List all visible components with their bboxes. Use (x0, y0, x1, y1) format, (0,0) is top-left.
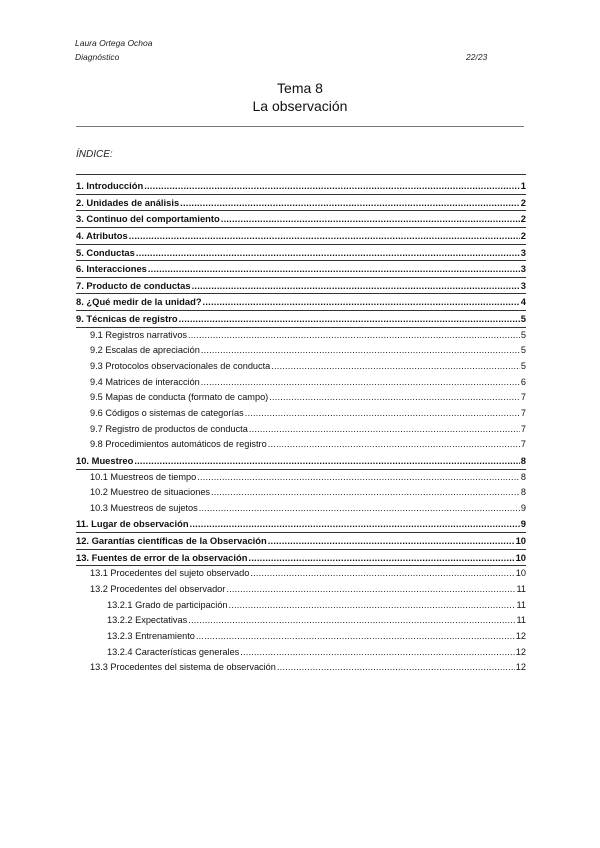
toc-entry-label: 9.8 Procedimientos automáticos de registro (90, 439, 267, 450)
toc-entry-label: 9.4 Matrices de interacción (90, 376, 200, 387)
toc-entry-label: 13.3 Procedentes del sistema de observación (90, 662, 276, 673)
toc-entry-label: 9.3 Protocolos observacionales de conducta (90, 361, 271, 372)
toc-entry-page: 8 (520, 471, 526, 482)
toc-entry-label: 4. Atributos (76, 229, 128, 241)
toc-leader-dots (201, 343, 520, 358)
toc-entry[interactable] (76, 178, 526, 195)
toc-entry[interactable] (76, 375, 526, 391)
toc-entry-page: 7 (520, 407, 526, 418)
toc-leader-dots (271, 359, 520, 374)
topic-title: La observación (252, 98, 348, 114)
toc-entry-page: 11 (516, 599, 526, 610)
toc-entry-page: 7 (520, 423, 526, 434)
toc-entry[interactable] (76, 645, 526, 661)
toc-leader-dots (129, 228, 520, 243)
toc-entry-label: 9.6 Códigos o sistemas de categorías (90, 407, 244, 418)
toc-leader-dots (248, 550, 514, 565)
toc-entry-page: 4 (520, 296, 526, 308)
toc-entry-label: 9.5 Mapas de conducta (formato de campo) (90, 392, 269, 403)
toc-entry-page: 9 (520, 502, 526, 513)
toc-entry[interactable] (76, 582, 526, 598)
toc-leader-dots (268, 437, 520, 452)
toc-entry[interactable] (76, 294, 526, 311)
toc-entry-label: 13.1 Procedentes del sujeto observado (90, 568, 250, 579)
toc-entry-label: 1. Introducción (76, 180, 144, 191)
toc-leader-dots (144, 178, 520, 193)
toc-entry-page: 3 (520, 263, 526, 275)
toc-entry-page: 11 (516, 615, 526, 626)
toc-entry-label: 13.2.3 Entrenamiento (107, 630, 195, 641)
toc-entry-page: 8 (520, 454, 526, 466)
header-subject: Diagnóstico (75, 52, 120, 62)
toc-entry[interactable] (76, 422, 526, 438)
toc-entry-label: 11. Lugar de observación (76, 518, 189, 530)
toc-leader-dots (269, 390, 520, 405)
table-of-contents (76, 178, 526, 676)
toc-entry[interactable] (76, 343, 526, 359)
toc-leader-dots (249, 422, 520, 437)
toc-leader-dots (148, 261, 520, 276)
toc-leader-dots (250, 566, 514, 581)
index-heading: ÍNDICE: (76, 149, 113, 160)
toc-entry[interactable] (76, 485, 526, 501)
toc-entry[interactable] (76, 470, 526, 486)
toc-entry[interactable] (76, 598, 526, 614)
toc-entry-label: 3. Continuo del comportamiento (76, 213, 220, 225)
toc-entry-label: 7. Producto de conductas (76, 279, 191, 291)
toc-entry-page: 2 (520, 196, 526, 208)
toc-leader-dots (136, 245, 520, 260)
toc-entry-label: 13.2.4 Características generales (107, 646, 240, 657)
title-divider (76, 126, 524, 127)
toc-entry-label: 2. Unidades de análisis (76, 196, 180, 208)
toc-entry-page: 12 (515, 630, 526, 641)
toc-entry[interactable] (76, 613, 526, 629)
toc-entry[interactable] (76, 453, 526, 470)
toc-leader-dots (188, 328, 520, 343)
toc-leader-dots (134, 453, 519, 468)
toc-entry[interactable] (76, 629, 526, 645)
toc-entry-page: 5 (520, 313, 526, 325)
toc-entry-page: 1 (520, 180, 526, 191)
toc-leader-dots (199, 501, 520, 516)
toc-entry[interactable] (76, 550, 526, 567)
toc-entry-label: 13.2.1 Grado de participación (107, 599, 228, 610)
toc-entry-page: 3 (520, 279, 526, 291)
toc-entry-page: 9 (520, 518, 526, 530)
toc-entry[interactable] (76, 660, 526, 676)
toc-entry[interactable] (76, 195, 526, 212)
toc-entry[interactable] (76, 228, 526, 245)
toc-entry-page: 10 (515, 568, 526, 579)
toc-entry-label: 10.2 Muestreo de situaciones (90, 487, 211, 498)
toc-leader-dots (226, 582, 515, 597)
toc-leader-dots (179, 311, 520, 326)
toc-entry-page: 5 (520, 361, 526, 372)
toc-entry-label: 9.2 Escalas de apreciación (90, 345, 200, 356)
toc-entry-page: 12 (515, 662, 526, 673)
toc-entry[interactable] (76, 261, 526, 278)
header-author: Laura Ortega Ochoa (75, 38, 153, 48)
toc-entry[interactable] (76, 406, 526, 422)
toc-entry-page: 5 (520, 329, 526, 340)
toc-entry[interactable] (76, 390, 526, 406)
toc-leader-dots (201, 375, 520, 390)
toc-leader-dots (211, 485, 520, 500)
toc-entry-page: 8 (520, 487, 526, 498)
toc-entry-label: 10.1 Muestreos de tiempo (90, 471, 197, 482)
toc-entry-page: 5 (520, 345, 526, 356)
toc-entry-label: 13.2.2 Expectativas (107, 615, 188, 626)
toc-entry-label: 10. Muestreo (76, 454, 134, 466)
toc-leader-dots (277, 660, 515, 675)
toc-leader-dots (221, 211, 520, 226)
toc-entry-page: 10 (515, 535, 526, 547)
toc-leader-dots (229, 598, 516, 613)
toc-entry-page: 7 (520, 439, 526, 450)
toc-leader-dots (203, 294, 520, 309)
toc-top-rule (76, 174, 526, 175)
toc-entry-label: 9.7 Registro de productos de conducta (90, 423, 248, 434)
toc-leader-dots (188, 613, 515, 628)
topic-number: Tema 8 (277, 80, 323, 96)
toc-entry-label: 9.1 Registros narrativos (90, 329, 188, 340)
toc-entry-label: 8. ¿Qué medir de la unidad? (76, 296, 202, 308)
toc-entry[interactable] (76, 328, 526, 344)
toc-entry-label: 13. Fuentes de error de la observación (76, 551, 248, 563)
toc-entry[interactable] (76, 516, 526, 533)
toc-entry-label: 13.2 Procedentes del observador (90, 584, 226, 595)
toc-entry-label: 5. Conductas (76, 246, 135, 258)
toc-entry[interactable] (76, 245, 526, 262)
toc-leader-dots (180, 195, 520, 210)
toc-leader-dots (196, 629, 515, 644)
toc-leader-dots (190, 516, 520, 531)
toc-entry-label: 10.3 Muestreos de sujetos (90, 502, 198, 513)
toc-entry[interactable] (76, 437, 526, 453)
toc-entry-page: 6 (520, 376, 526, 387)
toc-leader-dots (245, 406, 520, 421)
toc-leader-dots (192, 278, 520, 293)
toc-entry[interactable] (76, 501, 526, 517)
toc-entry[interactable] (76, 533, 526, 550)
toc-entry-page: 12 (515, 646, 526, 657)
toc-entry[interactable] (76, 311, 526, 328)
toc-entry-label: 12. Garantías científicas de la Observación (76, 535, 267, 547)
toc-entry-label: 6. Interacciones (76, 263, 147, 275)
header-page-number: 22/23 (466, 52, 488, 62)
toc-entry-label: 9. Técnicas de registro (76, 313, 178, 325)
toc-entry[interactable] (76, 211, 526, 228)
toc-entry-page: 11 (516, 584, 526, 595)
toc-entry-page: 2 (520, 213, 526, 225)
toc-entry-page: 3 (520, 246, 526, 258)
toc-leader-dots (197, 470, 520, 485)
toc-entry-page: 7 (520, 392, 526, 403)
toc-entry-page: 2 (520, 229, 526, 241)
toc-leader-dots (240, 645, 514, 660)
toc-entry[interactable] (76, 566, 526, 582)
toc-entry-page: 10 (515, 551, 526, 563)
toc-leader-dots (268, 533, 515, 548)
toc-entry[interactable] (76, 278, 526, 295)
toc-entry[interactable] (76, 359, 526, 375)
